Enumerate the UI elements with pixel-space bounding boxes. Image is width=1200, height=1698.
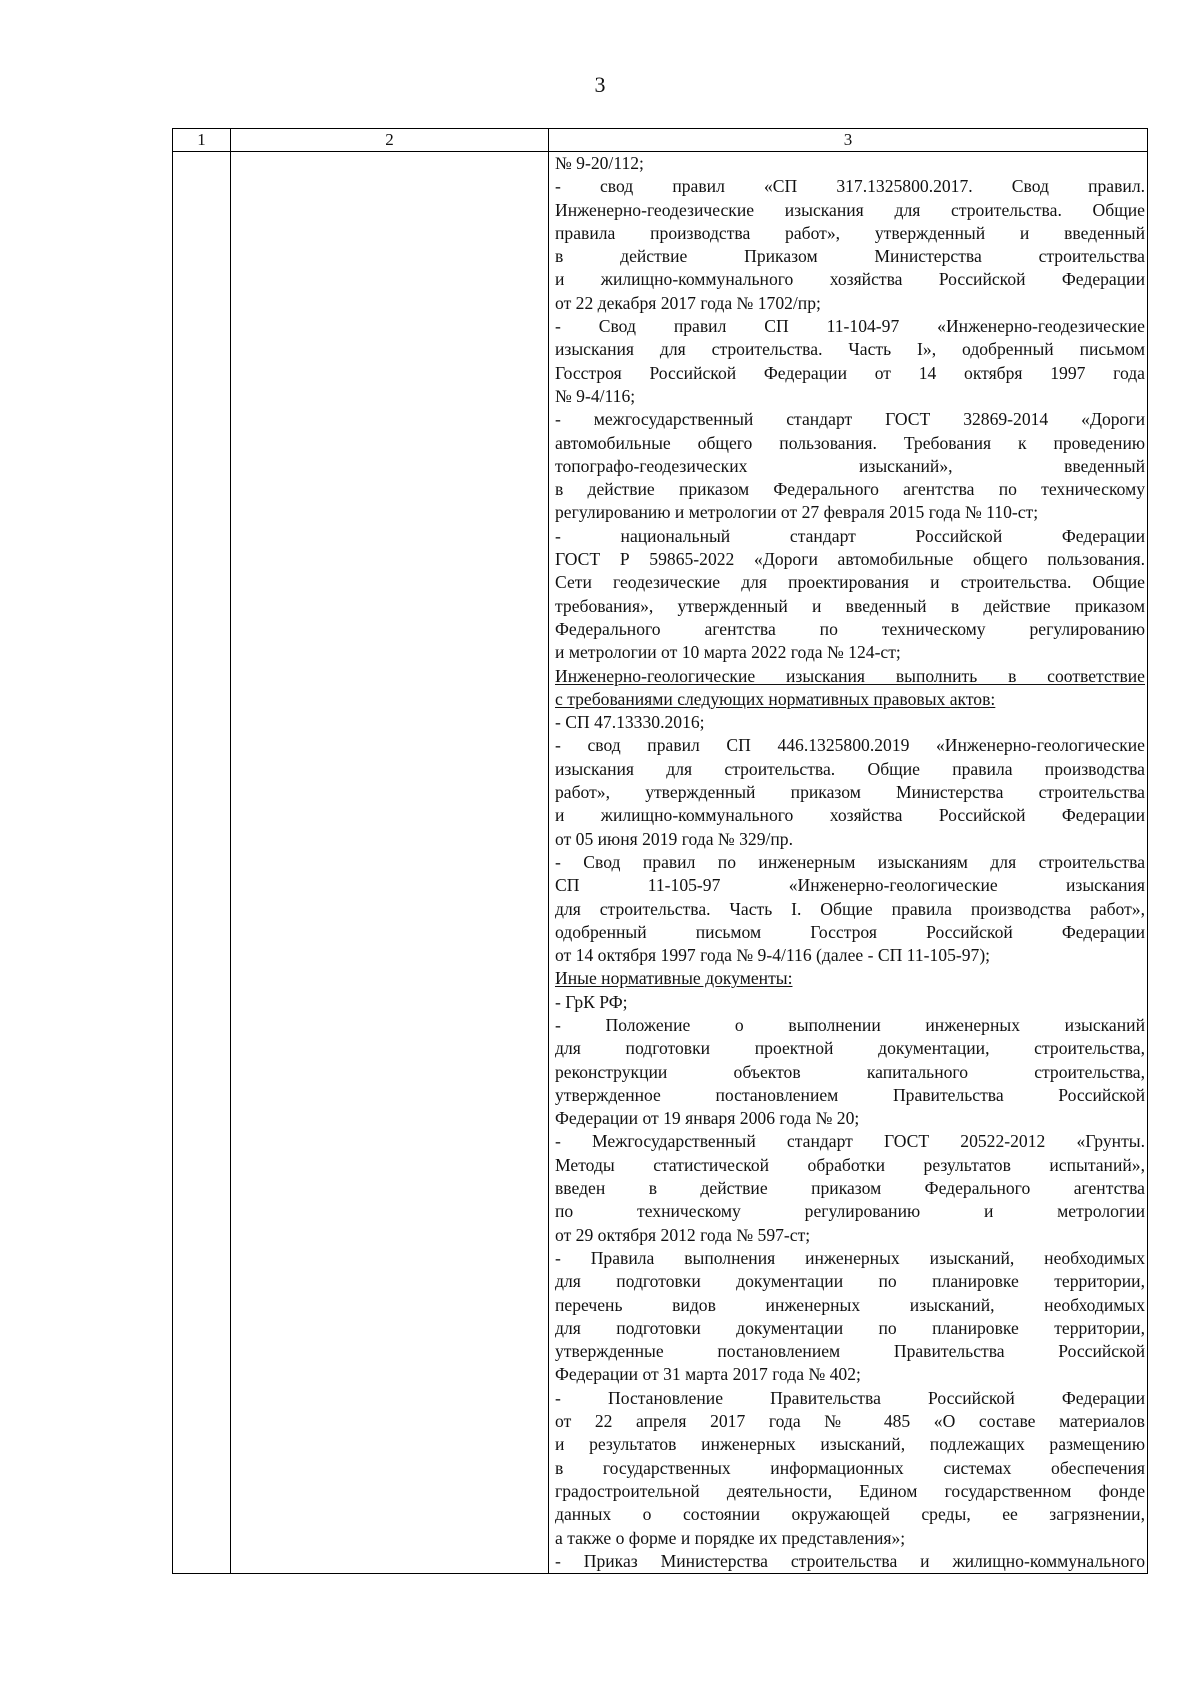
text-line: - свод правил «СП 317.1325800.2017. Свод правил.	[555, 176, 1145, 197]
text-line: по техническому регулированию и метрологии	[555, 1201, 1145, 1222]
text-line: - Постановление Правительства Российской Федерации	[555, 1387, 1145, 1408]
text-line: регулированию и метрологии от 27 февраля 2015 года № 110-ст;	[555, 502, 1039, 523]
text-line: для строительства. Часть I. Общие правила производства работ»,	[555, 898, 1145, 919]
text-line: - Межгосударственный стандарт ГОСТ 20522-2012 «Грунты.	[555, 1131, 1145, 1152]
text-line: Сети геодезические для проектирования и строительства. Общие	[555, 572, 1145, 593]
text-line: № 9-20/112;	[555, 153, 644, 173]
text-line: от 14 октября 1997 года № 9-4/116 (далее - СП 11-105-97);	[555, 945, 991, 966]
text-line: Госстроя Российской Федерации от 14 октября 1997 года	[555, 362, 1145, 383]
text-line: изыскания для строительства. Общие правила производства	[555, 758, 1145, 779]
text-line: СП 11-105-97 «Инженерно-геологические изыскания	[555, 875, 1145, 896]
text-line: - национальный стандарт Российской Федерации	[555, 525, 1145, 546]
text-line: от 29 октября 2012 года № 597-ст;	[555, 1224, 811, 1245]
text-line: и жилищно-коммунального хозяйства Российской Федерации	[555, 269, 1145, 290]
text-line: реконструкции объектов капитального строительства,	[555, 1061, 1145, 1082]
text-line: и метрологии от 10 марта 2022 года № 124-ст;	[555, 642, 901, 663]
text-line: и результатов инженерных изысканий, подлежащих размещению	[555, 1434, 1145, 1455]
text-line: изыскания для строительства. Часть I», одобренный письмом	[555, 339, 1145, 360]
text-line: правила производства работ», утвержденный и введенный	[555, 222, 1145, 243]
text-line: Федерального агентства по техническому регулированию	[555, 618, 1145, 639]
requirements-text	[549, 152, 1147, 1573]
text-line: а также о форме и порядке их представления»;	[555, 1527, 906, 1548]
text-line: в действие Приказом Министерства строительства	[555, 246, 1145, 267]
text-line: - Правила выполнения инженерных изысканий, необходимых	[555, 1247, 1145, 1268]
text-line: ГОСТ Р 59865-2022 «Дороги автомобильные общего пользования.	[555, 549, 1145, 570]
underlined-text: Иные нормативные документы:	[555, 968, 793, 989]
text-line: Инженерно-геодезические изыскания для строительства. Общие	[555, 199, 1145, 220]
column-header-3: 3	[549, 129, 1148, 152]
text-line: - межгосударственный стандарт ГОСТ 32869-2014 «Дороги	[555, 409, 1145, 430]
document-table	[172, 128, 1148, 1574]
text-line: - Свод правил СП 11-104-97 «Инженерно-геодезические	[555, 316, 1145, 337]
text-line: требования», утвержденный и введенный в действие приказом	[555, 595, 1145, 616]
text-line: - Положение о выполнении инженерных изысканий	[555, 1014, 1145, 1035]
underlined-text: с требованиями следующих нормативных правовых актов:	[555, 688, 996, 709]
table-header-row	[173, 129, 1148, 152]
text-line: - Свод правил по инженерным изысканиям для строительства	[555, 851, 1145, 872]
text-line: - ГрК РФ;	[555, 991, 628, 1012]
column-header-2: 2	[231, 129, 549, 152]
column-header-1: 1	[173, 129, 231, 152]
text-line	[555, 688, 1145, 711]
text-line: работ», утвержденный приказом Министерства строительства	[555, 782, 1145, 803]
page-number: 3	[594, 72, 606, 97]
text-line: автомобильные общего пользования. Требования к проведению	[555, 432, 1145, 453]
text-line: в действие приказом Федерального агентства по техническому	[555, 479, 1145, 500]
text-line: - Приказ Министерства строительства и жилищно-коммунального	[555, 1550, 1145, 1571]
cell-column-1	[173, 152, 231, 1574]
cell-column-3	[549, 152, 1148, 1574]
table-row	[173, 152, 1148, 1574]
text-line: для подготовки документации по планировке территории,	[555, 1271, 1145, 1292]
text-line: в государственных информационных системах обеспечения	[555, 1457, 1145, 1478]
text-line: данных о состоянии окружающей среды, ее загрязнении,	[555, 1504, 1145, 1525]
text-line: от 22 апреля 2017 года № 485 «О составе материалов	[555, 1411, 1145, 1432]
cell-column-2	[231, 152, 549, 1574]
text-line: утвержденные постановлением Правительства Российской	[555, 1341, 1145, 1362]
text-line	[555, 967, 1145, 990]
underlined-text: Инженерно-геологические изыскания выполнить в соответствие	[555, 665, 1145, 686]
text-line: для подготовки документации по планировке территории,	[555, 1317, 1145, 1338]
text-line: от 05 июня 2019 года № 329/пр.	[555, 828, 793, 849]
text-line: Методы статистической обработки результатов испытаний»,	[555, 1154, 1145, 1175]
text-line: - свод правил СП 446.1325800.2019 «Инженерно-геологические	[555, 735, 1145, 756]
text-line: и жилищно-коммунального хозяйства Российской Федерации	[555, 805, 1145, 826]
text-line: градостроительной деятельности, Едином государственном фонде	[555, 1480, 1145, 1501]
text-line: утвержденное постановлением Правительства Российской	[555, 1084, 1145, 1105]
text-line: Федерации от 31 марта 2017 года № 402;	[555, 1364, 861, 1385]
text-line: Федерации от 19 января 2006 года № 20;	[555, 1108, 860, 1129]
text-line: от 22 декабря 2017 года № 1702/пр;	[555, 292, 821, 313]
text-line: для подготовки проектной документации, строительства,	[555, 1038, 1145, 1059]
text-line: № 9-4/116;	[555, 385, 636, 406]
text-line: топографо-геодезических изысканий», введенный	[555, 455, 1145, 476]
text-line: одобренный письмом Госстроя Российской Федерации	[555, 921, 1145, 942]
text-line	[555, 665, 1145, 688]
text-line: введен в действие приказом Федерального агентства	[555, 1178, 1145, 1199]
text-line: - СП 47.13330.2016;	[555, 712, 705, 733]
text-line: перечень видов инженерных изысканий, необходимых	[555, 1294, 1145, 1315]
